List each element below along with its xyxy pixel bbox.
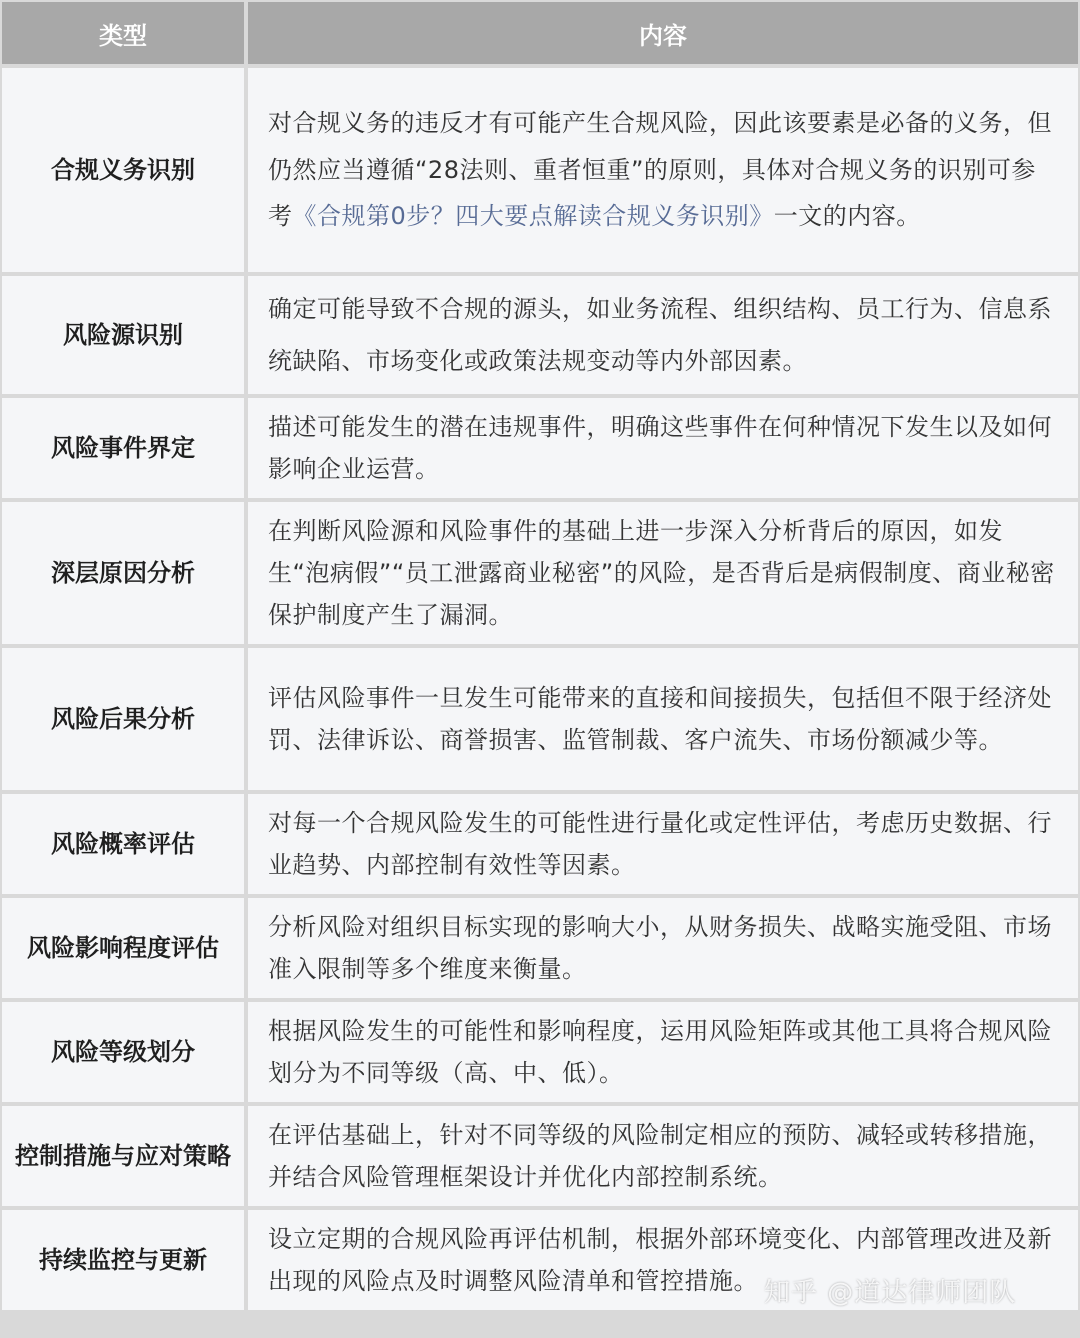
- row-content: 对每一个合规风险发生的可能性进行量化或定性评估，考虑历史数据、行业趋势、内部控制有效性等因素。: [248, 794, 1078, 898]
- column-header-type: 类型: [2, 2, 248, 68]
- row-type: 控制措施与应对策略: [2, 1106, 248, 1210]
- row-type: 风险事件界定: [2, 398, 248, 502]
- row-content-text-after: 一文的内容。: [773, 202, 921, 231]
- table-row: [2, 648, 1078, 794]
- row-type: 风险等级划分: [2, 1002, 248, 1106]
- row-content: 评估风险事件一旦发生可能带来的直接和间接损失，包括但不限于经济处罚、法律诉讼、商誉损害、监管制裁、客户流失、市场份额减少等。: [248, 648, 1078, 794]
- row-content: 在判断风险源和风险事件的基础上进一步深入分析背后的原因，如发生“泡病假”“员工泄露商业秘密”的风险，是否背后是病假制度、商业秘密保护制度产生了漏洞。: [248, 502, 1078, 648]
- table-row: [2, 1002, 1078, 1106]
- table-row: [2, 898, 1078, 1002]
- table-row: [2, 276, 1078, 398]
- table-row: [2, 68, 1078, 276]
- table-row: [2, 398, 1078, 502]
- table-row: [2, 794, 1078, 898]
- row-type: 风险影响程度评估: [2, 898, 248, 1002]
- row-content: 分析风险对组织目标实现的影响大小，从财务损失、战略实施受阻、市场准入限制等多个维度来衡量。: [248, 898, 1078, 1002]
- table-row: [2, 502, 1078, 648]
- risk-elements-table: [2, 2, 1078, 1314]
- row-content: 根据风险发生的可能性和影响程度，运用风险矩阵或其他工具将合规风险划分为不同等级（高、中、低）。: [248, 1002, 1078, 1106]
- table-header-row: [2, 2, 1078, 68]
- row-content: 在评估基础上，针对不同等级的风险制定相应的预防、减轻或转移措施，并结合风险管理框架设计并优化内部控制系统。: [248, 1106, 1078, 1210]
- row-content: [248, 68, 1078, 276]
- row-content: 设立定期的合规风险再评估机制，根据外部环境变化、内部管理改进及新出现的风险点及时调整风险清单和管控措施。: [248, 1210, 1078, 1314]
- watermark: 知乎 @道达律师团队: [764, 1278, 1017, 1308]
- row-type: 风险源识别: [2, 276, 248, 398]
- article-link[interactable]: 《合规第0步？四大要点解读合规义务识别》: [292, 202, 774, 231]
- row-type: 持续监控与更新: [2, 1210, 248, 1314]
- row-content: 确定可能导致不合规的源头，如业务流程、组织结构、员工行为、信息系统缺陷、市场变化或政策法规变动等内外部因素。: [248, 276, 1078, 398]
- row-type: 深层原因分析: [2, 502, 248, 648]
- table-row: [2, 1106, 1078, 1210]
- row-content-text: 对合规义务的违反才有可能产生合规风险，因此该要素是必备的义务，但仍然应当遵循“28法则、重者恒重”的原则，具体对合规义务的识别可参考: [268, 109, 1052, 231]
- row-type: 合规义务识别: [2, 68, 248, 276]
- row-type: 风险概率评估: [2, 794, 248, 898]
- row-type: 风险后果分析: [2, 648, 248, 794]
- column-header-content: 内容: [248, 2, 1078, 68]
- row-content: 描述可能发生的潜在违规事件，明确这些事件在何种情况下发生以及如何影响企业运营。: [248, 398, 1078, 502]
